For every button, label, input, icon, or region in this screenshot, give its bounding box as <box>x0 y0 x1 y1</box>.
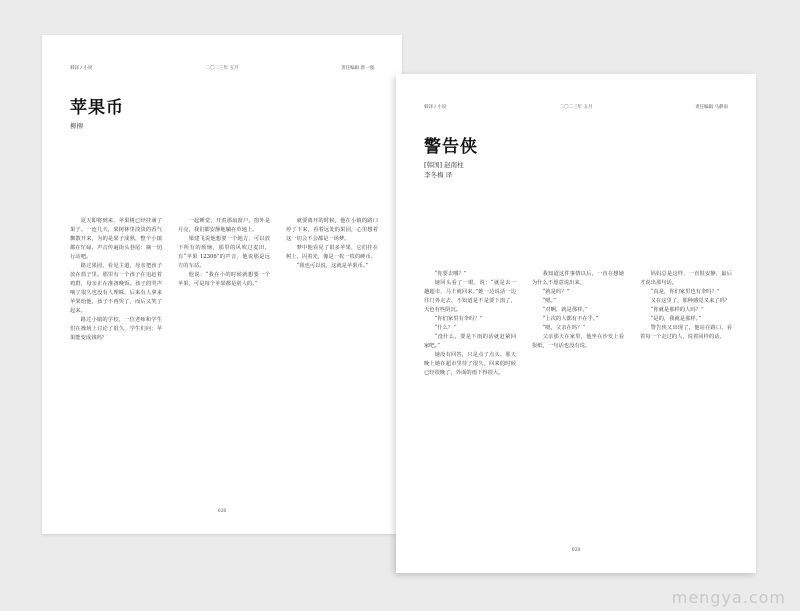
paragraph: “嗯，父亲在吗？” <box>542 325 586 331</box>
header-editor: 责任编辑 唐一强 <box>341 66 374 71</box>
page-left <box>42 35 402 534</box>
header-date: 二〇二三年 五月 <box>559 105 593 110</box>
text-column <box>286 217 378 271</box>
paragraph: “上次的人都有不在乎。” <box>542 316 599 322</box>
paragraph: “什么？” <box>434 325 456 331</box>
paragraph: “你要去哪？” <box>434 271 467 277</box>
paragraph: “是的，我就是那样。” <box>650 316 702 322</box>
header-section: 韩译 / 小说 <box>424 105 447 110</box>
header-editor: 责任编辑 马静雨 <box>695 105 728 110</box>
story-author: [韩国] 赵南柱 <box>424 161 464 169</box>
text-column <box>532 270 624 351</box>
paragraph: “没什么，要是下雨的话就赶紧回家吧。” <box>424 334 516 349</box>
text-column <box>70 217 162 343</box>
paragraph: 夏天即将到来，苹果树已经挂满了果子。一连几天，果树林里淡淡的香气飘散开来，为的是果子成熟，整个小镇都在忙碌，声音传遍街头巷尾：摘一切行动吧。 <box>70 218 162 260</box>
paragraph: 她没有回答，只是点了点头。那天晚上她在超市里待了很久，回来的时候已经很晚了，外面的雨下得很大。 <box>424 352 516 376</box>
header-date: 二〇二三年 五月 <box>205 66 239 71</box>
story-title: 苹果币 <box>70 98 124 118</box>
paragraph: “对啊，就是那样。” <box>542 307 588 313</box>
paragraph: 父亲那天在家里，他坐在沙发上看报纸，一句话也没有说。 <box>532 334 624 349</box>
paragraph: 梦中他看见了很多苹果，它们挂在树上，闪着光，像是一枚一枚的硬币。 <box>286 245 378 260</box>
story-translator: 李冬梅 译 <box>424 171 453 179</box>
paragraph: 妈妈总是这样，一直很安静，最后才说出那句话。 <box>640 271 732 286</box>
paragraph: 路过小镇的学校，一位老师和学生们在操场上讨论了很久，学生们问：苹果能变成钱吗？ <box>70 317 162 341</box>
paragraph: 一起睡觉，开着那扇窗户，窗外是月亮，我们都安静地躺在草地上。 <box>178 218 270 233</box>
paragraph: “嗯。” <box>542 298 556 304</box>
paragraph: “就是吗？” <box>542 289 570 295</box>
paragraph: 梁建飞说他想要一个地方，可以放下所有的烦恼，那里的风吹过麦田，有“苹果 12306”的声音，他说那是远方的车站。 <box>178 236 270 269</box>
paragraph: 就要离开的时候，他在小镇的路口停了下来，看着远处的果园，心里想着这一切会不会都是一场梦。 <box>286 218 378 242</box>
paragraph: 他说：“我在小的时候就想要一个苹果，可是每个苹果都是别人的。” <box>178 272 270 287</box>
paragraph: 路过果园，看见主道，母亲把孩子放在篮子里。那里有一个孩子在追赶着鸡群，母亲正在准备晚饭。孩子的哭声响了很久也没有人理睬，后来有人拿来苹果给他，孩子不再哭了，而后又笑了起来。 <box>70 263 162 314</box>
paragraph: 我知道这件事情以后，一直在想她为什么不愿意说出来。 <box>532 271 624 286</box>
paragraph: 又在这里了，那种感觉又来了吗？ <box>650 298 731 304</box>
paragraph: “我也可以说，这就是苹果币。” <box>296 263 369 269</box>
page-number: 026 <box>217 509 227 514</box>
page-number: 028 <box>571 548 581 553</box>
paragraph: “你们家里有伞吗？” <box>434 316 483 322</box>
watermark: mengya.com <box>671 588 786 607</box>
story-author: 柳柳 <box>70 122 83 130</box>
text-column <box>640 270 732 342</box>
page-right <box>396 74 756 573</box>
story-title: 警告侠 <box>424 137 478 157</box>
text-column <box>424 270 516 378</box>
page-header <box>424 104 728 114</box>
paragraph: “真是，你们家里也有伞吗？” <box>650 289 720 295</box>
header-section: 韩译 / 小说 <box>70 66 93 71</box>
page-header <box>70 65 374 75</box>
paragraph: 警告侠又出现了，他站在路口，看着每一个走过的人，说着同样的话。 <box>640 325 732 340</box>
text-column <box>178 217 270 289</box>
paragraph: “你就是那样的人吗？” <box>650 307 704 313</box>
paragraph: 她回头看了一眼，说：“就是去一趟超市，马上就回来。”她一边说话一边往门外走去，不知道是不是要下雨了，天色有些阴沉。 <box>424 280 516 313</box>
